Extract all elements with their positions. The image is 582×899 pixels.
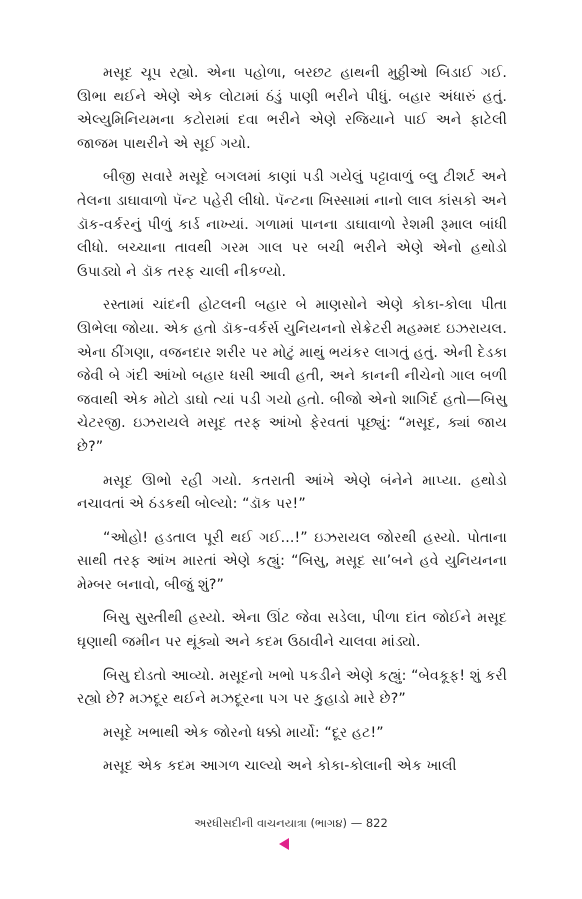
- paragraph-7: બિસુ દોડતો આવ્યો. મસૂદનો ખભો પકડીને એણે કહ્યું: “બેવકૂફ! શું કરી રહ્યો છે? મઝદૂર થઈને મઝદૂરના પગ પર કુહાડો મારે છે?”: [77, 667, 507, 708]
- triangle-left-icon[interactable]: [279, 838, 289, 850]
- paragraph-4: મસૂદ ઊભો રહી ગયો. કતરાતી આંખે એણે બંનેને માપ્યા. હથોડો નચાવતાં એ ઠંડકથી બોલ્યો: “ડૉક પર!”: [77, 472, 507, 513]
- page-footer: અરધીસદીની વાચનયાત્રા (ભાગ૪) — 822: [194, 816, 388, 830]
- paragraph-9: મસૂદ એક કદમ આગળ ચાલ્યો અને કોકા-કોલાની એક ખાલી: [103, 758, 457, 775]
- paragraph-3: રસ્તામાં ચાંદની હોટલની બહાર બે માણસોને એણે કોકા-કોલા પીતા ઊભેલા જોયા. એક હતો ડૉક-વર્કર્સ યુનિયનનો સેક્રેટરી મહમ્મદ ઇઝરાયલ. એના ઠીંગણા, વજનદાર શરીર પર મોટું માથું ભયંકર લાગતું હતું. એની દેડકા જેવી બે ગંદી આંખો બહાર ધસી આવી હતી, અને કાનની નીચેનો ગાલ બળી જવાથી એક મોટો ડાઘો ત્યાં પડી ગયો હતો. બીજો એનો શાગિર્દ હતો—બિસુ ચેટરજી. ઇઝરાયલે મસૂદ તરફ આંખો ફેરવતાં પૂછ્યું: “મસૂદ, ક્યાં જાય છે?”: [77, 297, 507, 455]
- paragraph-1: મસૂદ ચૂપ રહ્યો. એના પહોળા, બરછટ હાથની મુઠ્ઠીઓ બિડાઈ ગઈ. ઊભા થઈને એણે એક લોટામાં ઠંડું પાણી ભરીને પીધું. બહાર અંધારું હતું. એલ્યુમિનિયમના કટોરામાં દવા ભરીને એણે રજિયાને પાઈ અને ફાટેલી જાજમ પાથરીને એ સૂઈ ગયો.: [77, 65, 507, 152]
- paragraph-5: “ઓહો! હડતાલ પૂરી થઈ ગઈ...!” ઇઝરાયલ જોરથી હસ્યો. પોતાના સાથી તરફ આંખ મારતાં એણે કહ્યું: “બિસુ, મસૂદ સા’બને હવે યુનિયનના મેમ્બર બનાવો, બીજું શું?”: [77, 529, 507, 593]
- paragraph-6: બિસુ સુસ્તીથી હસ્યો. એના ઊંટ જેવા સડેલા, પીળા દાંત જોઈને મસૂદ ઘૃણાથી જમીન પર થૂંક્યો અને કદમ ઉઠાવીને ચાલવા માંડ્યો.: [77, 610, 507, 651]
- page-body: [77, 62, 507, 789]
- paragraph-8: મસૂદે ખભાથી એક જોરનો ધક્કો માર્યો: “દૂર હટ!”: [103, 724, 384, 741]
- paragraph-2: બીજી સવારે મસૂદે બગલમાં કાણાં પડી ગયેલું પટ્ટાવાળું બ્લુ ટીશર્ટ અને તેલના ડાઘાવાળો પૅન્ટ પહેરી લીધો. પૅન્ટના ખિસ્સામાં નાનો લાલ કાંસકો અને ડૉક-વર્કરનું પીળું કાર્ડ નાખ્યાં. ગળામાં પાનના ડાઘાવાળો રેશમી રૂમાલ બાંધી લીધો. બચ્ચાના તાવથી ગરમ ગાલ પર બચી ભરીને એણે એનો હથોડો ઉપાડ્યો ને ડૉક તરફ ચાલી નીકળ્યો.: [77, 169, 507, 280]
